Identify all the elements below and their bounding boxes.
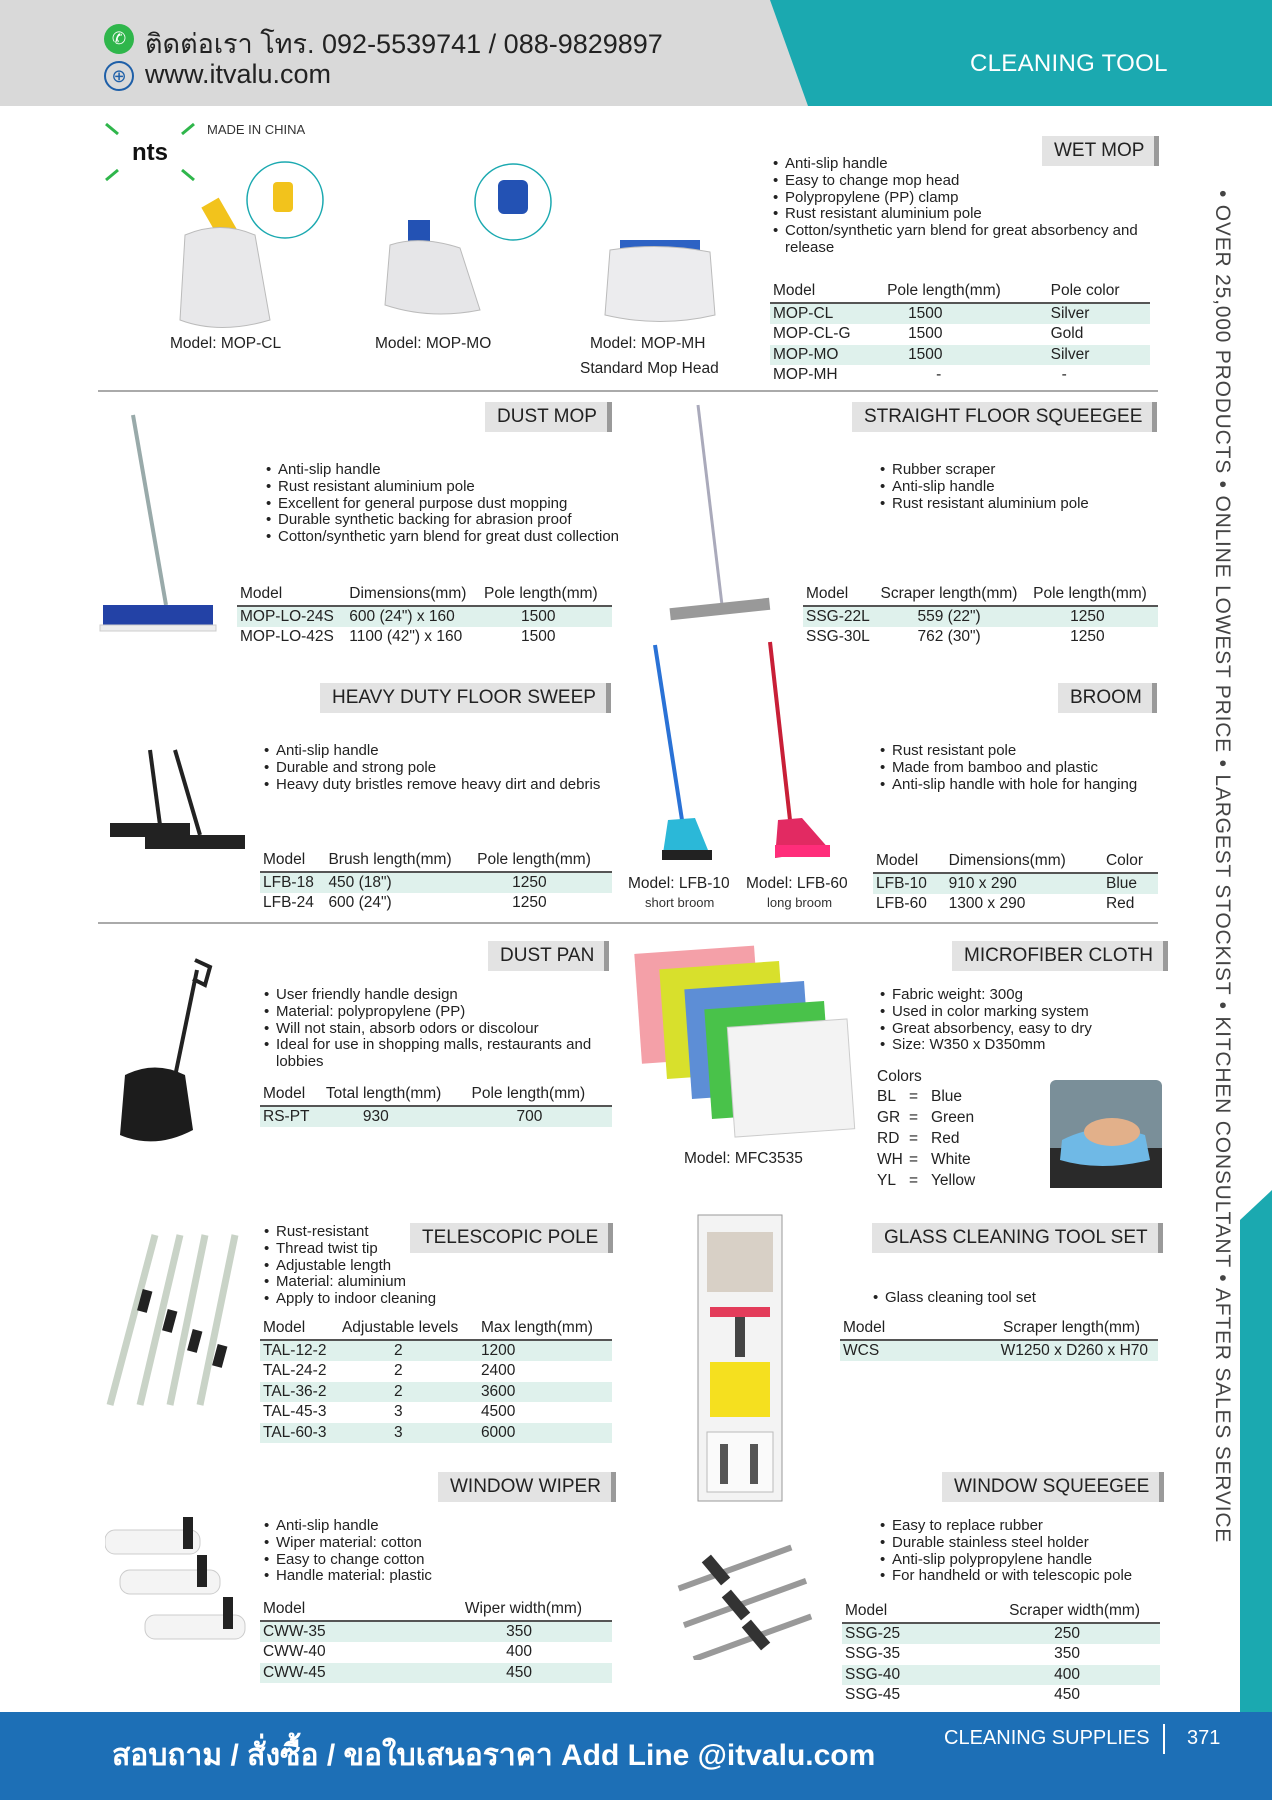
feature-item: • Durable and strong pole bbox=[264, 760, 604, 777]
feature-item: • Material: aluminium bbox=[264, 1274, 444, 1291]
wet-mop-mh-image bbox=[600, 230, 730, 330]
table-row: MOP-MH - - bbox=[773, 366, 1067, 384]
table-row: SSG-40 400 bbox=[842, 1665, 1160, 1686]
feature-item: • Rubber scraper bbox=[880, 462, 1180, 479]
feature-item: • Adjustable length bbox=[264, 1258, 444, 1275]
dust-mop-image bbox=[98, 410, 228, 640]
col-header: Model bbox=[260, 1083, 323, 1106]
window-squeegee-table bbox=[842, 1600, 1160, 1706]
col-header: Model bbox=[260, 1598, 370, 1621]
table-row: RS-PT 930 700 bbox=[260, 1106, 612, 1127]
svg-text:nts: nts bbox=[132, 139, 168, 166]
feature-item: • Ideal for use in shopping malls, restaurants and lobbies bbox=[264, 1037, 624, 1071]
section-title-telescopic: TELESCOPIC POLE bbox=[410, 1223, 613, 1253]
section-title-glass-set: GLASS CLEANING TOOL SET bbox=[872, 1223, 1163, 1253]
window-wiper-table bbox=[260, 1598, 612, 1683]
dust-pan-image bbox=[115, 955, 225, 1155]
window-squeegee-features bbox=[880, 1518, 1170, 1585]
made-in-china: MADE IN CHINA bbox=[207, 122, 306, 137]
glass-set-table bbox=[840, 1317, 1158, 1361]
dust-mop-table bbox=[237, 583, 612, 648]
floor-sweep-features bbox=[264, 743, 604, 793]
floor-squeegee-image bbox=[660, 400, 780, 625]
telescopic-features bbox=[264, 1224, 444, 1308]
feature-item: • Polypropylene (PP) clamp bbox=[773, 190, 1173, 207]
table-row: CWW-45 450 bbox=[260, 1663, 612, 1684]
col-header: Pole length(mm) bbox=[884, 280, 1048, 303]
feature-item: • Rust resistant aluminium pole bbox=[880, 496, 1180, 513]
contact-phone: ติดต่อเรา โทร. 092-5539741 / 088-9829897 bbox=[145, 29, 663, 59]
feature-item: • Easy to change mop head bbox=[773, 173, 1173, 190]
section-title-window-squeegee: WINDOW SQUEEGEE bbox=[942, 1472, 1164, 1502]
wet-mop-mo-image bbox=[380, 160, 580, 330]
table-row: TAL-45-3 3 4500 bbox=[263, 1403, 516, 1421]
feature-item: • Fabric weight: 300g bbox=[880, 987, 1180, 1004]
col-header: Pole length(mm) bbox=[481, 583, 612, 606]
feature-item: • Made from bamboo and plastic bbox=[880, 760, 1180, 777]
footer-contact[interactable]: สอบถาม / สั่งซื้อ / ขอใบเสนอราคา Add Line @itvalu.com bbox=[112, 1739, 876, 1772]
table-row: MOP-MO 1500 Silver bbox=[770, 345, 1150, 366]
feature-item: • Rust resistant pole bbox=[880, 743, 1180, 760]
caption-mfc3535: Model: MFC3535 bbox=[684, 1150, 803, 1167]
window-wiper-image bbox=[105, 1515, 250, 1655]
feature-item: • Cotton/synthetic yarn blend for great dust collection bbox=[266, 529, 626, 546]
wet-mop-table bbox=[770, 280, 1150, 386]
section-title-floor-sweep: HEAVY DUTY FLOOR SWEEP bbox=[320, 683, 611, 713]
col-header: Model bbox=[803, 583, 877, 606]
table-row: CWW-40 400 bbox=[263, 1643, 532, 1661]
page-number: 371 bbox=[1187, 1727, 1221, 1749]
feature-item: • Rust-resistant bbox=[264, 1224, 444, 1241]
col-header: Total length(mm) bbox=[323, 1083, 469, 1106]
feature-item: • Wiper material: cotton bbox=[264, 1535, 594, 1552]
table-row: MOP-CL-G 1500 Gold bbox=[773, 325, 1084, 343]
col-header: Scraper length(mm) bbox=[914, 1317, 1158, 1340]
caption-mop-cl: Model: MOP-CL bbox=[170, 335, 282, 352]
caption-mop-mo: Model: MOP-MO bbox=[375, 335, 492, 352]
col-header: Model bbox=[237, 583, 346, 606]
table-row: TAL-24-2 2 2400 bbox=[263, 1362, 516, 1380]
phone-icon: ✆ bbox=[104, 24, 134, 54]
col-header: Pole length(mm) bbox=[1030, 583, 1158, 606]
glass-set-features bbox=[873, 1290, 1153, 1307]
feature-item: • Handle material: plastic bbox=[264, 1568, 594, 1585]
dust-pan-table bbox=[260, 1083, 612, 1127]
category-title: CLEANING TOOL bbox=[970, 50, 1168, 77]
table-row: TAL-60-3 3 6000 bbox=[260, 1423, 612, 1444]
col-header: Wiper width(mm) bbox=[370, 1598, 612, 1621]
feature-item: • Anti-slip handle with hole for hanging bbox=[880, 777, 1180, 794]
col-header: Adjustable levels bbox=[339, 1317, 478, 1340]
section-title-microfiber: MICROFIBER CLOTH bbox=[952, 941, 1168, 971]
section-title-dust-mop: DUST MOP bbox=[485, 402, 612, 432]
broom-images bbox=[650, 640, 850, 865]
feature-item: • Heavy duty bristles remove heavy dirt and debris bbox=[264, 777, 604, 794]
table-row: SSG-35 350 bbox=[845, 1645, 1080, 1663]
table-row: TAL-36-2 2 3600 bbox=[260, 1382, 612, 1403]
feature-item: • Durable stainless steel holder bbox=[880, 1535, 1170, 1552]
col-header: Model bbox=[840, 1317, 914, 1340]
col-header: Model bbox=[260, 849, 325, 872]
table-row: CWW-35 350 bbox=[260, 1621, 612, 1642]
table-row: LFB-10 910 x 290 Blue bbox=[873, 873, 1158, 894]
sidebar-slogan: • OVER 25,000 PRODUCTS • ONLINE LOWEST PRICE • LARGEST STOCKIST • KITCHEN CONSULTANT • AFTER SALES SERVICE bbox=[1211, 190, 1234, 1544]
caption-long-broom: long broom bbox=[767, 895, 833, 910]
website-link[interactable]: www.itvalu.com bbox=[145, 59, 332, 89]
table-row: LFB-18 450 (18") 1250 bbox=[260, 872, 612, 893]
section-title-squeegee: STRAIGHT FLOOR SQUEEGEE bbox=[852, 402, 1157, 432]
col-header: Model bbox=[842, 1600, 932, 1623]
glass-cleaning-set-image bbox=[695, 1212, 785, 1504]
col-header: Color bbox=[1103, 850, 1158, 873]
feature-item: • Will not stain, absorb odors or discolour bbox=[264, 1021, 624, 1038]
col-header: Pole color bbox=[1048, 280, 1150, 303]
col-header: Scraper width(mm) bbox=[932, 1600, 1160, 1623]
feature-item: • Easy to replace rubber bbox=[880, 1518, 1170, 1535]
section-title-dust-pan: DUST PAN bbox=[488, 941, 609, 971]
col-header: Pole length(mm) bbox=[474, 849, 612, 872]
feature-item: • User friendly handle design bbox=[264, 987, 624, 1004]
feature-item: • Cotton/synthetic yarn blend for great absorbency and release bbox=[773, 223, 1173, 257]
window-squeegee-image bbox=[670, 1525, 820, 1660]
col-header: Model bbox=[873, 850, 946, 873]
section-title-wet-mop: WET MOP bbox=[1042, 136, 1159, 166]
feature-item: • Anti-slip handle bbox=[880, 479, 1180, 496]
footer-separator bbox=[1163, 1724, 1165, 1754]
wet-mop-features bbox=[773, 156, 1173, 257]
broom-features bbox=[880, 743, 1180, 793]
col-header: Pole length(mm) bbox=[468, 1083, 612, 1106]
telescopic-table bbox=[260, 1317, 612, 1443]
feature-item: • Size: W350 x D350mm bbox=[880, 1037, 1180, 1054]
col-header: Max length(mm) bbox=[478, 1317, 612, 1340]
feature-item: • Durable synthetic backing for abrasion proof bbox=[266, 512, 626, 529]
caption-standard-head: Standard Mop Head bbox=[580, 360, 719, 377]
table-row: WCS W1250 x D260 x H70 bbox=[840, 1340, 1158, 1361]
table-row: MOP-LO-42S 1100 (42") x 160 1500 bbox=[240, 628, 556, 646]
sidebar-teal-band bbox=[1240, 1190, 1272, 1720]
table-row: SSG-25 250 bbox=[842, 1623, 1160, 1644]
divider bbox=[98, 390, 1158, 392]
feature-item: • Thread twist tip bbox=[264, 1241, 444, 1258]
section-title-window-wiper: WINDOW WIPER bbox=[438, 1472, 616, 1502]
table-row: LFB-24 600 (24") 1250 bbox=[263, 894, 547, 912]
feature-item: • Material: polypropylene (PP) bbox=[264, 1004, 624, 1021]
squeegee-features bbox=[880, 462, 1180, 512]
col-header: Brush length(mm) bbox=[325, 849, 474, 872]
feature-item: • Apply to indoor cleaning bbox=[264, 1291, 444, 1308]
col-header: Dimensions(mm) bbox=[946, 850, 1103, 873]
col-header: Model bbox=[260, 1317, 339, 1340]
window-wiper-features bbox=[264, 1518, 594, 1585]
floor-sweep-image bbox=[105, 745, 250, 860]
table-row: TAL-12-2 2 1200 bbox=[260, 1340, 612, 1361]
feature-item: • Excellent for general purpose dust mopping bbox=[266, 496, 626, 513]
floor-sweep-table bbox=[260, 849, 612, 914]
telescopic-pole-image bbox=[105, 1230, 245, 1410]
feature-item: • Great absorbency, easy to dry bbox=[880, 1021, 1180, 1038]
table-row: SSG-30L 762 (30") 1250 bbox=[806, 628, 1105, 646]
colors-label: Colors bbox=[877, 1068, 922, 1085]
dust-pan-features bbox=[264, 987, 624, 1071]
microfiber-cloth-image bbox=[633, 945, 858, 1140]
col-header: Dimensions(mm) bbox=[346, 583, 481, 606]
col-header: Scraper length(mm) bbox=[877, 583, 1030, 606]
section-title-broom: BROOM bbox=[1058, 683, 1157, 713]
caption-lfb-10: Model: LFB-10 bbox=[628, 875, 730, 892]
feature-item: • Rust resistant aluminium pole bbox=[773, 206, 1173, 223]
divider bbox=[98, 922, 1158, 924]
caption-short-broom: short broom bbox=[645, 895, 715, 910]
feature-item: • Anti-slip handle bbox=[773, 156, 1173, 173]
caption-mop-mh: Model: MOP-MH bbox=[590, 335, 706, 352]
feature-item: • Anti-slip polypropylene handle bbox=[880, 1552, 1170, 1569]
feature-item: • Anti-slip handle bbox=[264, 743, 604, 760]
table-row: MOP-CL 1500 Silver bbox=[770, 303, 1150, 324]
squeegee-table bbox=[803, 583, 1158, 648]
col-header: Model bbox=[770, 280, 884, 303]
dust-mop-features bbox=[266, 462, 626, 546]
feature-item: • Anti-slip handle bbox=[264, 1518, 594, 1535]
feature-item: • For handheld or with telescopic pole bbox=[880, 1568, 1170, 1585]
table-row: LFB-60 1300 x 290 Red bbox=[876, 895, 1135, 913]
footer-category: CLEANING SUPPLIES bbox=[944, 1727, 1150, 1749]
table-row: MOP-LO-24S 600 (24") x 160 1500 bbox=[237, 606, 612, 627]
microfiber-usage-photo bbox=[1050, 1080, 1162, 1188]
table-row: SSG-45 450 bbox=[845, 1686, 1080, 1704]
feature-item: • Rust resistant aluminium pole bbox=[266, 479, 626, 496]
feature-item: • Anti-slip handle bbox=[266, 462, 626, 479]
feature-item: • Easy to change cotton bbox=[264, 1552, 594, 1569]
table-row: SSG-22L 559 (22") 1250 bbox=[803, 606, 1158, 627]
globe-icon: ⊕ bbox=[104, 61, 134, 91]
caption-lfb-60: Model: LFB-60 bbox=[746, 875, 848, 892]
color-legend: BL = Blue GR = Green RD = Red WH = White YL = Yellow bbox=[877, 1088, 976, 1189]
microfiber-features bbox=[880, 987, 1180, 1054]
feature-item: • Used in color marking system bbox=[880, 1004, 1180, 1021]
feature-item: • Glass cleaning tool set bbox=[873, 1290, 1153, 1307]
broom-table bbox=[873, 850, 1158, 915]
